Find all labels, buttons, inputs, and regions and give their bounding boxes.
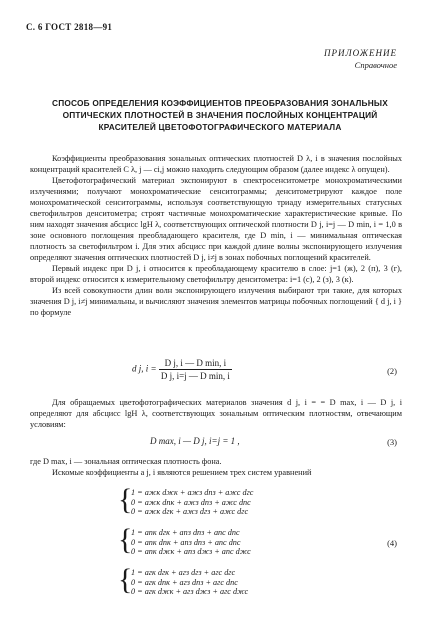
system-2 xyxy=(131,528,251,557)
system-1-brace: { xyxy=(118,483,133,516)
paragraph: Для обращаемых цветофотографических материалов значения d j, i = = D max, i — D j, i определяют для абсцисс lgH λ, соответствующих зональным оптическим плотностям, отвечающим условиям: xyxy=(30,398,402,429)
system-line: 0 = aжк dпк + aжз dпз + aжс dпс xyxy=(131,497,251,507)
system-line: 1 = aгк dгк + aгз dгз + aгс dгс xyxy=(131,568,236,577)
appendix-title: ПРИЛОЖЕНИЕ xyxy=(324,48,397,58)
eq2-numerator: D j, i — D min, i xyxy=(159,358,232,370)
system-1 xyxy=(131,488,253,517)
system-line: 1 = aжк dжк + aжз dпз + aжс dгс xyxy=(131,488,254,497)
paragraph: Из всей совокупности длин волн экспонирующего излучения выбирают три такие, для которых значения D j, i≠j минимальны, и вычисляют значения элементов матрицы побочных поглощений { d j, i } по формуле xyxy=(30,286,402,317)
paragraph: Первый индекс при D j, i относится к преобладающему красителю в слое: j=1 (ж), 2 (п), 3 (г), второй индекс относится к измерительному светофильтру денситометра: i=1 (с), 2 (з), 3 (к). xyxy=(30,264,402,284)
eq2-fraction xyxy=(159,358,232,381)
paragraph: Цветофотографический материал экспонируют в спектросенситометре монохроматическими излучениями; получают монохроматические сенситограммы; денситометрируют каждое поле монохроматической сенситограммы, используя соответствующую триаду измерительных статусных светофильтров денситометра; строят частичные монохроматические характеристические кривые. По ним находят значения абсцисс lgH λ, соответствующих оптической плотности D j, i=j — D min, i = 1,0 в зоне основного поглощения преобладающего красителя, где D min, i — минимальная оптическая плотность за светофильтром i. Для этих абсцисс при каждой длине волны экспонирующего излучения определяют значения оптических плотностей D j, i≠j в зонах побочных поглощений красителей. xyxy=(30,176,402,262)
system-3 xyxy=(131,568,248,597)
system-3-brace: { xyxy=(118,563,133,596)
system-line: 0 = aпк dжк + aпз dжз + aпс dжс xyxy=(131,547,251,556)
eq2-lhs: d j, i = xyxy=(132,363,157,374)
body-text xyxy=(30,153,402,318)
paragraph-after-eq3 xyxy=(30,456,402,478)
equation-3: D max, i — D j, i=j = 1 , xyxy=(150,436,240,446)
eq2-denominator: D j, i=j — D min, i xyxy=(160,371,230,381)
section-title: СПОСОБ ОПРЕДЕЛЕНИЯ КОЭФФИЦИЕНТОВ ПРЕОБРАЗОВАНИЯ ЗОНАЛЬНЫХ ОПТИЧЕСКИХ ПЛОТНОСТЕЙ В ЗНАЧЕНИЯ ПОСЛОЙНЫХ КОНЦЕНТРАЦИЙ КРАСИТЕЛЕЙ ЦВЕТОФОТОГРАФИЧЕСКОГО МАТЕРИАЛА xyxy=(52,98,388,132)
eq2-tag: (2) xyxy=(387,366,397,376)
system-line: 0 = aгк dжк + aгз dжз + aгс dжс xyxy=(131,587,249,596)
appendix-label xyxy=(324,47,397,71)
paragraph: Искомые коэффициенты a j, i являются решением трех систем уравнений xyxy=(52,468,312,477)
paragraph: где D max, i — зональная оптическая плотность фона. xyxy=(30,457,222,466)
equation-2 xyxy=(132,358,232,381)
system-line: 0 = aгк dпк + aгз dпз + aгс dпс xyxy=(131,577,238,587)
paragraph-after-eq2 xyxy=(30,397,402,430)
appendix-subtitle: Справочное xyxy=(354,60,397,70)
page-header: С. 6 ГОСТ 2818—91 xyxy=(26,22,113,32)
paragraph: Коэффициенты преобразования зональных оптических плотностей D λ, i в значения послойных концентраций красителей C λ, j — ci,j можно находить следующим образом (далее индекс λ опущен). xyxy=(30,154,402,174)
system-line: 1 = aпк dгк + aпз dпз + aпс dпс xyxy=(131,528,240,537)
eq4-tag: (4) xyxy=(387,538,397,548)
system-line: 0 = aпк dпк + aпз dпз + aпс dпс xyxy=(131,537,241,547)
system-2-brace: { xyxy=(118,523,133,556)
system-line: 0 = aжк dгк + aжз dгз + aжс dгс xyxy=(131,507,249,516)
eq3-tag: (3) xyxy=(387,437,397,447)
